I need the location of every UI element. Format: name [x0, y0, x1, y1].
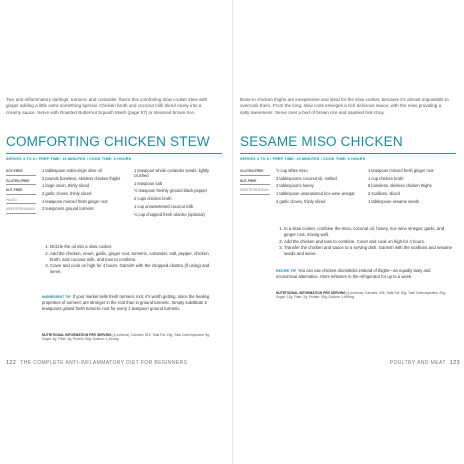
diet-tags [240, 168, 270, 197]
ingredient: 1 tablespoon extra-virgin olive oil [42, 168, 102, 173]
diet-tag: GLUTEN-FREE [6, 178, 36, 186]
running-head: POULTRY AND MEAT [389, 360, 446, 366]
ingredients-column [276, 168, 356, 206]
ingredients-column [42, 168, 122, 214]
nutrition-info [276, 291, 452, 300]
recipe-step: 1. In a slow cooker, combine the miso, coconut oil, honey, rice wine vinegar, garlic, and ginger root, mixing well. [284, 226, 452, 238]
recipe-step: 3. Transfer the chicken and sauce to a serving dish. Garnish with the scallions and sesame seeds and serve. [284, 245, 452, 257]
diet-tag: SOY-FREE [6, 168, 36, 176]
page-footer [390, 360, 460, 366]
tip-label: INGREDIENT TIP [42, 295, 71, 299]
ingredient: 2 scallions, sliced [368, 191, 400, 197]
nutrition-values: (4 portions): Calories: 513; Total Fat: 19g; Total Carbohydrates: 9g; Sugar: 4g; Fiber: 2g; Protein: 68g; Sodium: 1,164mg [42, 333, 210, 342]
diet-tags [6, 168, 36, 216]
ingredient-tip [42, 294, 218, 312]
diet-tag: NUT-FREE [6, 187, 36, 195]
ingredient: 1 teaspoon salt [134, 180, 162, 186]
diet-tag: NUT-FREE [240, 178, 270, 186]
recipe-step: 1. Drizzle the oil into a slow cooker. [50, 244, 218, 250]
book-gutter [232, 0, 233, 464]
page-footer [6, 360, 187, 366]
ingredient: 1 teaspoon whole coriander seeds, lightly crushed [134, 168, 210, 179]
recipe-step: 2. Add the chicken, onion, garlic, ginger root, turmeric, coriander, salt, pepper, chicken broth, and coconut milk, and toss to combine. [50, 251, 218, 263]
tip-text: If your market sells fresh turmeric root, it's worth getting, since the healing properties of turmeric are stronger in the root than in ground turmeric. Simply substitute 2 teaspoons grated fresh turmeric root for every 1 teaspoon ground turmeric. [42, 294, 210, 311]
recipe-steps [42, 244, 218, 276]
page-number: 123 [449, 360, 460, 366]
nutrition-label: NUTRITIONAL INFORMATION PER SERVING [42, 333, 112, 337]
ingredient: 1 cup chicken broth [368, 175, 404, 181]
recipe-meta: SERVES 4 TO 6 / PREP TIME: 15 MINUTES / COOK TIME: 6 HOURS [240, 157, 366, 161]
nutrition-label: NUTRITIONAL INFORMATION PER SERVING [276, 291, 346, 295]
ingredients-column [134, 168, 218, 219]
diet-tag: PALEO [6, 197, 36, 205]
ingredient: 2 garlic cloves, thinly sliced [276, 198, 326, 204]
diet-tag: MEDITERRANEAN [240, 187, 270, 195]
ingredient: 8 boneless, skinless chicken thighs [368, 183, 432, 189]
title-rule [240, 153, 456, 154]
ingredient: 1 tablespoon unseasoned rice wine vinegar [276, 191, 355, 197]
left-page [6, 0, 226, 464]
ingredient: 1 tablespoon sesame seeds [368, 198, 419, 204]
ingredient: 1 teaspoon minced fresh ginger root [368, 168, 434, 173]
nutrition-info [42, 333, 218, 342]
page-number: 122 [6, 360, 17, 366]
recipe-tip [276, 268, 452, 280]
ingredient: 2 garlic cloves, thinly sliced [42, 191, 92, 197]
recipe-title: SESAME MISO CHICKEN [240, 134, 403, 149]
tip-label: RECIPE TIP [276, 269, 296, 273]
ingredient: ½ cup white miso [276, 168, 308, 173]
right-page [240, 0, 460, 464]
nutrition-values: (4 portions): Calories: 494; Total Fat: 20g; Total Carbohydrates: 20g; Sugar: 13g; Fiber: 2g; Protein: 59g; Sodium: 1,690mg [276, 291, 446, 300]
running-head: THE COMPLETE ANTI-INFLAMMATORY DIET FOR BEGINNERS [20, 360, 188, 366]
recipe-title: COMFORTING CHICKEN STEW [6, 134, 210, 149]
ingredient: 3 pounds boneless, skinless chicken thighs [42, 175, 121, 181]
recipe-intro: Two anti-inflammatory darlings, turmeric and coriander, flavor this comforting slow cooker stew with ginger adding a little extra something special. Chicken broth and coconut milk blend nicely into a creamy sauce. Serve with Roasted Butternut Squash Mash (page 57) or steamed brown rice. [6, 97, 208, 115]
ingredient: 2 tablespoons coconut oil, melted [276, 175, 337, 181]
ingredient: ½ teaspoon freshly ground black pepper [134, 188, 208, 194]
title-rule [6, 153, 222, 154]
recipe-meta: SERVES 4 TO 6 / PREP TIME: 15 MINUTES / COOK TIME: 6 HOURS [6, 157, 132, 161]
ingredient: 1 large onion, thinly sliced [42, 183, 90, 189]
recipe-step: 2. Add the chicken and toss to combine. Cover and cook on high for 4 hours. [284, 239, 452, 245]
ingredient: 1 cup unsweetened coconut milk [134, 203, 194, 209]
ingredient: ¼ cup chopped fresh cilantro (optional) [134, 211, 205, 217]
ingredients-column [368, 168, 452, 206]
diet-tag: MEDITERRANEAN [6, 206, 36, 214]
recipe-steps [276, 226, 452, 258]
ingredient: 2 tablespoons honey [276, 183, 314, 189]
ingredient: 2 cups chicken broth [134, 196, 172, 202]
recipe-intro: Bone-in chicken thighs are inexpensive and ideal for the slow cooker, because it's almost impossible to overcook them. From the long, slow cook emerges a rich delicious sauce, with the miso providing a salty sweetness. Serve over a bed of brown rice and sautéed bok choy. [240, 97, 449, 115]
tip-text: You can use chicken drumsticks instead of thighs—an equally tasty and economical alternative. Store leftovers in the refrigerator for up to a week. [276, 268, 431, 279]
ingredient: 2 teaspoons ground turmeric [42, 206, 95, 212]
ingredient: 1 teaspoon minced fresh ginger root [42, 198, 108, 204]
diet-tag: GLUTEN-FREE [240, 168, 270, 176]
recipe-step: 3. Cover and cook on high for 4 hours. Garnish with the chopped cilantro (if using) and serve. [50, 263, 218, 275]
